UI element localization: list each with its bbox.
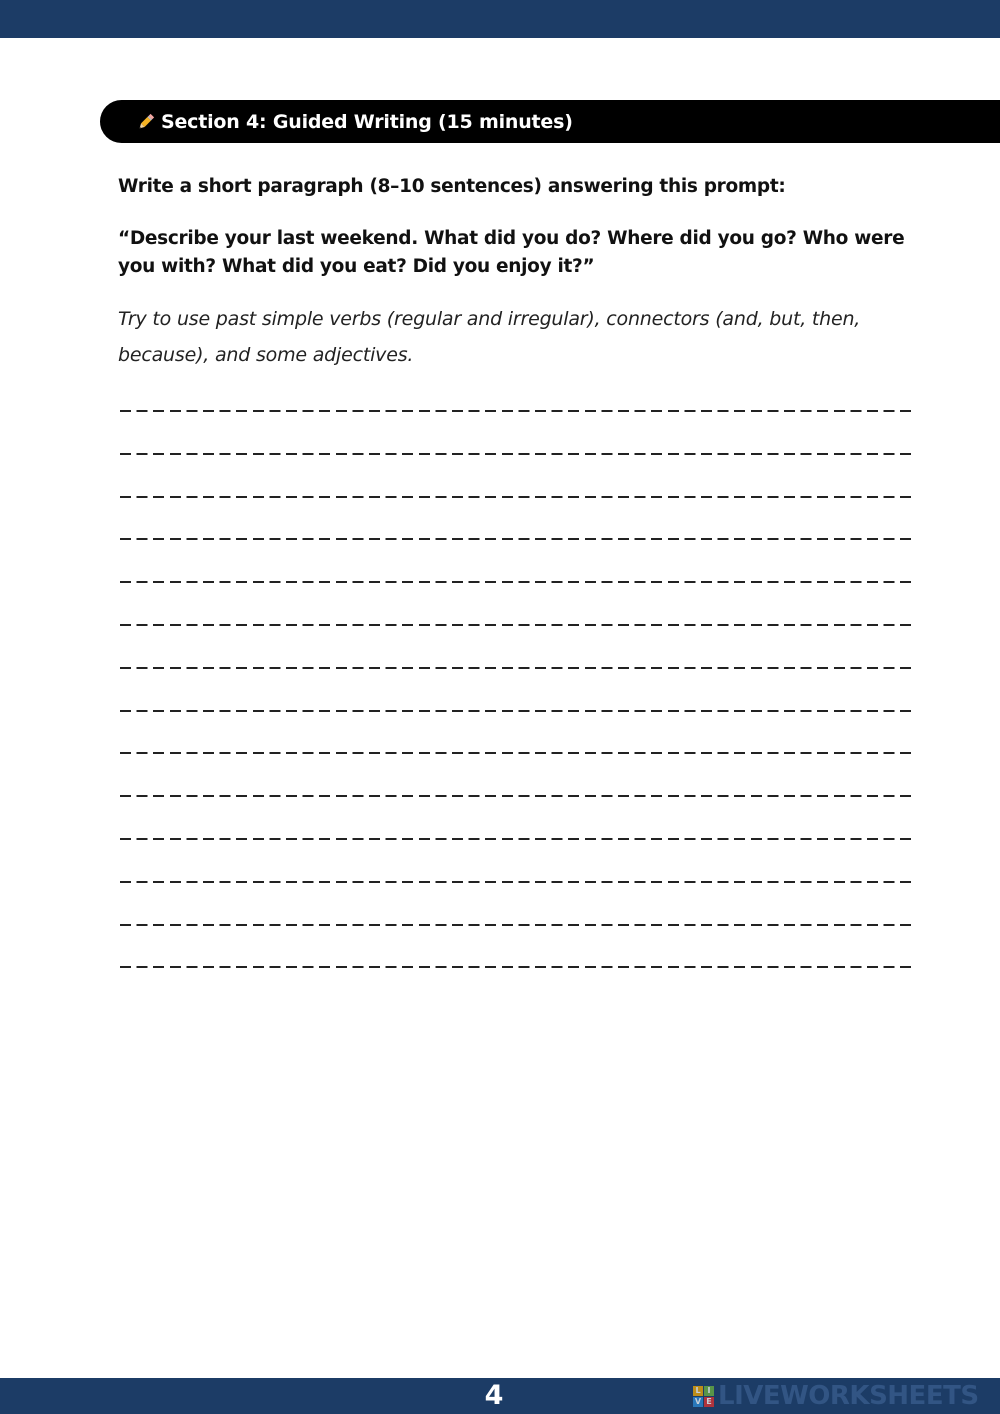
writing-line[interactable] [120, 795, 916, 797]
writing-line[interactable] [120, 624, 916, 626]
watermark-text: LIVEWORKSHEETS [718, 1381, 979, 1411]
liveworksheets-logo-icon [693, 1386, 714, 1407]
logo-letter: E [704, 1397, 714, 1407]
page-number: 4 [484, 1380, 504, 1411]
writing-line[interactable] [120, 752, 916, 754]
writing-line[interactable] [120, 924, 916, 926]
pencil-icon [136, 112, 156, 132]
writing-prompt: “Describe your last weekend. What did you do? Where did you go? Who were you with? What did you eat? Did you enjoy it?” [118, 228, 905, 277]
logo-letter: V [694, 1396, 702, 1406]
liveworksheets-watermark [693, 1378, 979, 1414]
writing-line[interactable] [120, 710, 916, 712]
writing-hint: Try to use past simple verbs (regular and irregular), connectors (and, but, then, because), and some adjectives. [118, 308, 861, 366]
writing-line[interactable] [120, 581, 916, 583]
writing-line[interactable] [120, 410, 916, 412]
writing-area [120, 410, 916, 1009]
writing-line[interactable] [120, 881, 916, 883]
logo-letter: L [693, 1386, 703, 1396]
section-header [100, 100, 1000, 143]
logo-letter: I [704, 1386, 714, 1396]
writing-line[interactable] [120, 838, 916, 840]
writing-line[interactable] [120, 453, 916, 455]
writing-line[interactable] [120, 667, 916, 669]
writing-line[interactable] [120, 496, 916, 498]
writing-line[interactable] [120, 538, 916, 540]
writing-line[interactable] [120, 966, 916, 968]
top-bar [0, 0, 1000, 38]
instruction-text: Write a short paragraph (8–10 sentences) answering this prompt: [118, 176, 786, 197]
section-title: Section 4: Guided Writing (15 minutes) [161, 110, 573, 133]
